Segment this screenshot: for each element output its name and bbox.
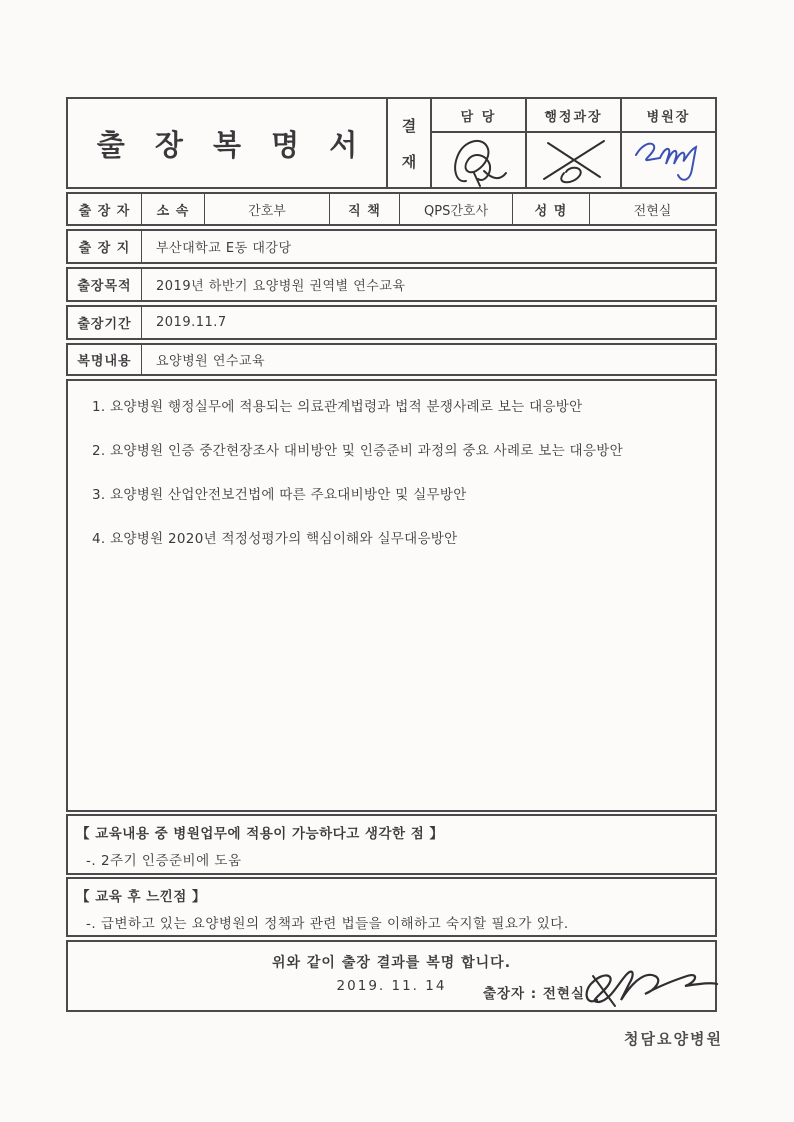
purpose-row <box>66 267 717 302</box>
staff-signature-cell <box>432 133 525 187</box>
applicable-section-heading: 【 교육내용 중 병원업무에 적용이 가능하다고 생각한 점 】 <box>76 826 444 842</box>
purpose-value: 2019년 하반기 요양병원 권역별 연수교육 <box>156 279 406 294</box>
destination-label: 출 장 지 <box>68 231 142 262</box>
impression-section-box <box>66 877 717 937</box>
director-signature-cell <box>620 133 715 187</box>
admin-manager-signature <box>534 133 614 187</box>
report-item: 1. 요양병원 행정실무에 적용되는 의료관계법령과 법적 분쟁사례로 보는 대응방안 <box>92 399 583 415</box>
approval-stamp-cell <box>388 99 432 187</box>
report-summary-row <box>66 343 717 376</box>
closing-statement: 위와 같이 출장 결과를 복명 합니다. <box>271 955 512 971</box>
applicable-section-body: -. 2주기 인증준비에 도움 <box>86 853 242 869</box>
closing-signer: 출장자 : 전현실 <box>482 986 585 1002</box>
approval-sign-row <box>432 133 715 187</box>
purpose-label: 출장목적 <box>68 269 142 300</box>
staff-signature <box>444 133 514 187</box>
approval-stamp-bottom: 재 <box>401 152 417 171</box>
dept-label: 소 속 <box>142 194 205 224</box>
approval-grid <box>432 99 715 187</box>
approval-col-admin-manager: 행정과장 <box>525 99 620 131</box>
report-body-box <box>66 379 717 812</box>
name-label: 성 명 <box>513 194 590 224</box>
traveler-row <box>66 192 717 226</box>
report-item: 3. 요양병원 산업안전보건법에 따른 주요대비방안 및 실무방안 <box>92 487 467 503</box>
header-box <box>66 97 717 189</box>
position-value: QPS간호사 <box>400 194 513 224</box>
report-item: 4. 요양병원 2020년 적정성평가의 핵심이해와 실무대응방안 <box>92 531 458 547</box>
report-summary-value: 요양병원 연수교육 <box>156 354 266 369</box>
closing-date: 2019. 11. 14 <box>336 978 447 994</box>
traveler-signature <box>575 962 725 1014</box>
position-label: 직 책 <box>330 194 400 224</box>
approval-col-director: 병원장 <box>620 99 715 131</box>
closing-box <box>66 940 717 1012</box>
hospital-name: 청담요양병원 <box>624 1030 723 1048</box>
name-value: 전현실 <box>633 203 672 219</box>
applicable-section-box <box>66 814 717 875</box>
period-label: 출장기간 <box>68 307 142 338</box>
approval-col-staff: 담 당 <box>460 109 497 125</box>
destination-row <box>66 229 717 264</box>
approval-header-row <box>432 99 715 133</box>
title-cell <box>68 99 388 187</box>
impression-section-body: -. 급변하고 있는 요양병원의 정책과 관련 법들을 이해하고 숙지할 필요가 있다. <box>86 916 569 932</box>
admin-manager-signature-cell <box>525 133 620 187</box>
report-item: 2. 요양병원 인증 중간현장조사 대비방안 및 인증준비 과정의 중요 사례로 보는 대응방안 <box>92 443 623 459</box>
period-row <box>66 305 717 340</box>
traveler-label: 출 장 자 <box>68 194 142 224</box>
impression-section-heading: 【 교육 후 느낀점 】 <box>76 889 207 905</box>
period-value: 2019.11.7 <box>156 315 227 330</box>
destination-value: 부산대학교 E동 대강당 <box>156 241 292 256</box>
director-signature <box>628 133 710 187</box>
page-title: 출 장 복 명 서 <box>96 127 368 162</box>
report-summary-label: 복명내용 <box>68 345 142 374</box>
dept-value: 간호부 <box>205 194 330 224</box>
approval-stamp-top: 결 <box>401 116 417 135</box>
